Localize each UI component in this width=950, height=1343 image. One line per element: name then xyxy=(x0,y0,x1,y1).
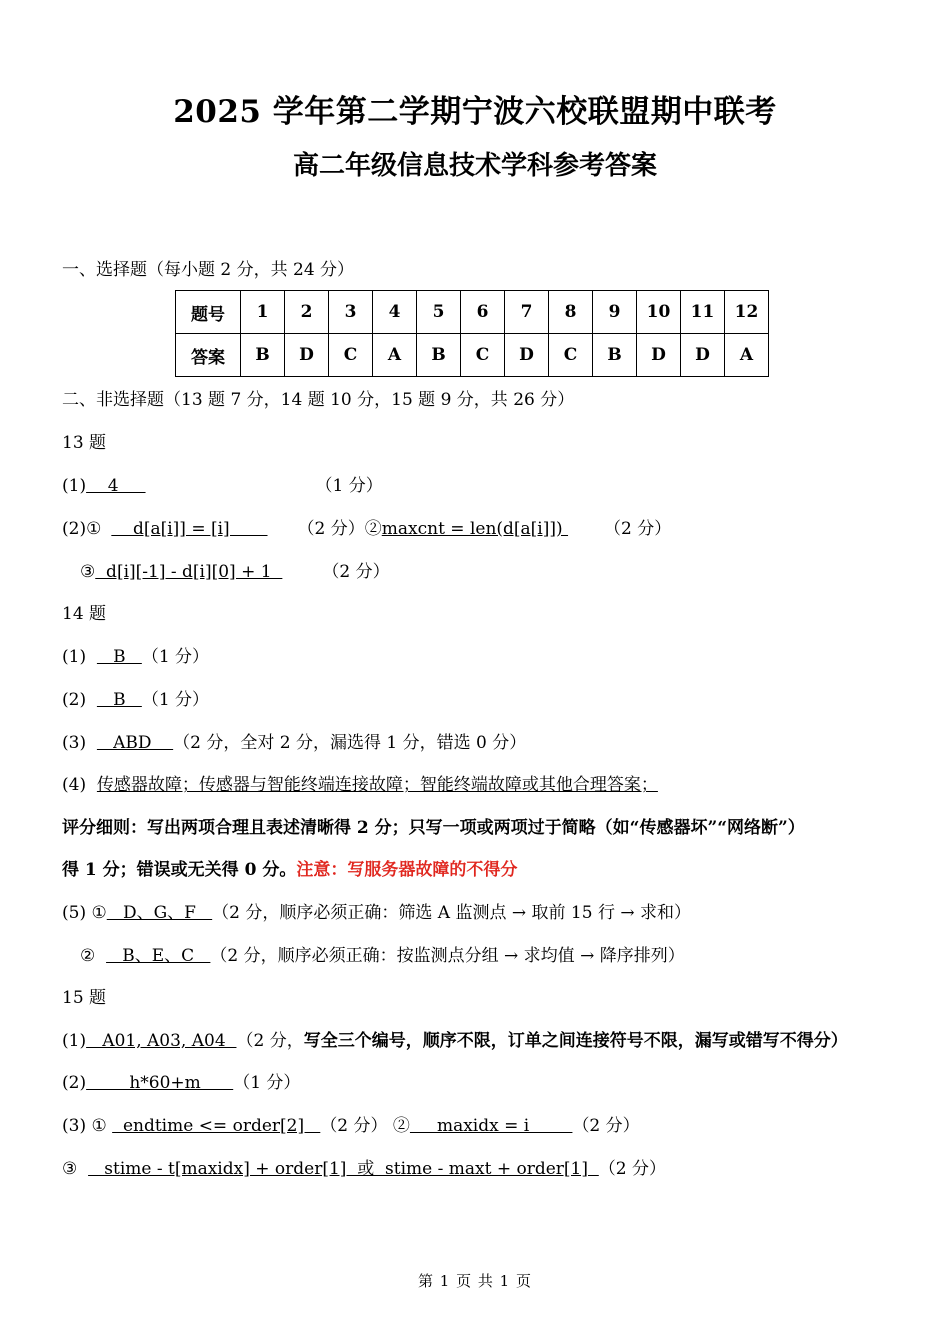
q14-rubric-note: 注意：写服务器故障的不得分 xyxy=(296,860,518,880)
q14-part4 xyxy=(62,773,658,797)
q15-p4-score: （2 分） xyxy=(598,1159,667,1179)
table-header-answer: 答案 xyxy=(176,334,241,377)
q14-p5-label: (5) ① xyxy=(62,903,107,923)
page-subtitle: 高二年级信息技术学科参考答案 xyxy=(292,151,657,181)
table-cell-number: 2 xyxy=(285,291,329,334)
q14-part2 xyxy=(62,688,209,712)
q13-p2-answer-a: d[a[i]] = [i] xyxy=(111,519,268,539)
q15-p4-answer: stime - t[maxidx] + order[1] 或 stime - maxt + order[1] xyxy=(88,1159,599,1179)
q14-rubric-text: 得 1 分；错误或无关得 0 分。 xyxy=(62,860,297,880)
table-cell-number: 1 xyxy=(241,291,285,334)
q15-part4 xyxy=(62,1157,666,1181)
q15-p3-answer-a: endtime <= order[2] xyxy=(112,1116,321,1136)
table-cell-answer: C xyxy=(461,334,505,377)
section-1-heading: 一、选择题（每小题 2 分，共 24 分） xyxy=(62,260,355,280)
table-cell-number: 10 xyxy=(637,291,681,334)
q15-p3-answer-b: maxidx = i xyxy=(409,1116,573,1136)
page-footer: 第 1 页 共 1 页 xyxy=(418,1272,532,1290)
q13-p1-label: (1) xyxy=(62,476,87,496)
q14-p4-answer: 传感器故障；传感器与智能终端连接故障；智能终端故障或其他合理答案； xyxy=(96,775,658,795)
table-cell-number: 7 xyxy=(505,291,549,334)
q13-p3-label: ③ xyxy=(80,562,96,582)
q13-p2-score-a: （2 分）② xyxy=(297,519,382,539)
table-cell-answer: B xyxy=(417,334,461,377)
q13-p1-answer: 4 xyxy=(86,476,146,496)
table-header-number: 题号 xyxy=(176,291,241,334)
q14-p5-score-a: （2 分，顺序必须正确：筛选 A 监测点 → 取前 15 行 → 求和） xyxy=(212,903,692,923)
q14-p1-answer: B xyxy=(96,647,142,667)
q14-p3-answer: ABD xyxy=(96,733,174,753)
q15-p2-score: （1 分） xyxy=(233,1073,301,1093)
table-cell-answer: B xyxy=(241,334,285,377)
q14-p5-label-b: ② xyxy=(80,946,96,966)
table-cell-number: 3 xyxy=(329,291,373,334)
q15-p1-label: (1) xyxy=(62,1031,87,1051)
table-cell-number: 8 xyxy=(549,291,593,334)
q14-heading: 14 题 xyxy=(62,604,107,624)
q14-part5a xyxy=(62,901,691,925)
answer-table xyxy=(175,290,769,377)
q14-p5-answer-b: B、E、C xyxy=(106,946,211,966)
q14-rubric-line2 xyxy=(62,858,517,882)
table-cell-answer: D xyxy=(505,334,549,377)
table-cell-number: 12 xyxy=(725,291,769,334)
q13-p2-label: (2)① xyxy=(62,519,102,539)
q14-part5b xyxy=(80,944,685,968)
table-cell-number: 9 xyxy=(593,291,637,334)
q15-p4-label: ③ xyxy=(62,1159,78,1179)
q15-part3 xyxy=(62,1114,640,1138)
q15-p2-label: (2) xyxy=(62,1073,87,1093)
table-cell-number: 5 xyxy=(417,291,461,334)
q13-p2-score-b: （2 分） xyxy=(604,519,672,539)
q15-p3-label: (3) ① xyxy=(62,1116,107,1136)
table-cell-answer: D xyxy=(681,334,725,377)
table-cell-answer: C xyxy=(549,334,593,377)
q14-part3 xyxy=(62,731,526,755)
q14-p3-score: （2 分，全对 2 分，漏选得 1 分，错选 0 分） xyxy=(173,733,527,753)
q13-part1 xyxy=(62,474,383,498)
q14-p2-answer: B xyxy=(96,690,142,710)
q15-p2-answer: h*60+m xyxy=(86,1073,234,1093)
q13-p1-score: （1 分） xyxy=(315,476,383,496)
table-cell-answer: C xyxy=(329,334,373,377)
q14-p2-score: （1 分） xyxy=(141,690,210,710)
table-cell-number: 4 xyxy=(373,291,417,334)
q14-p1-label: (1) xyxy=(62,647,87,667)
q13-p3-answer: d[i][-1] - d[i][0] + 1 xyxy=(95,562,283,582)
q14-part1 xyxy=(62,645,209,669)
page-title: 2025 学年第二学期宁波六校联盟期中联考 xyxy=(173,94,777,130)
q13-p3-score: （2 分） xyxy=(322,562,390,582)
q15-heading: 15 题 xyxy=(62,988,107,1008)
section-2-heading: 二、非选择题（13 题 7 分，14 题 10 分，15 题 9 分，共 26 分） xyxy=(62,390,575,410)
table-row-numbers xyxy=(176,291,769,334)
table-cell-answer: B xyxy=(593,334,637,377)
q15-p1-score: （2 分， xyxy=(236,1031,304,1051)
table-cell-answer: D xyxy=(285,334,329,377)
table-cell-answer: A xyxy=(373,334,417,377)
q14-p4-label: (4) xyxy=(62,775,87,795)
q14-p5-score-b: （2 分，顺序必须正确：按监测点分组 → 求均值 → 降序排列） xyxy=(210,946,685,966)
q13-part2 xyxy=(62,517,671,541)
q14-rubric-line1: 评分细则：写出两项合理且表述清晰得 2 分；只写一项或两项过于简略（如“传感器坏”“网络断”） xyxy=(62,818,805,838)
q13-p2-answer-b: maxcnt = len(d[a[i]]) xyxy=(381,519,569,539)
q14-p3-label: (3) xyxy=(62,733,87,753)
q13-heading: 13 题 xyxy=(62,433,107,453)
table-cell-number: 6 xyxy=(461,291,505,334)
q14-p5-answer-a: D、G、F xyxy=(106,903,213,923)
table-row-answers xyxy=(176,334,769,377)
q14-p2-label: (2) xyxy=(62,690,87,710)
table-cell-answer: D xyxy=(637,334,681,377)
table-cell-answer: A xyxy=(725,334,769,377)
q15-part1 xyxy=(62,1029,848,1053)
q13-part3 xyxy=(80,560,390,584)
q15-p1-rule: 写全三个编号，顺序不限，订单之间连接符号不限，漏写或错写不得分） xyxy=(303,1031,848,1051)
q15-p1-answer: A01, A03, A04 xyxy=(86,1031,237,1051)
table-cell-number: 11 xyxy=(681,291,725,334)
q15-part2 xyxy=(62,1071,300,1095)
q15-p3-score-a: （2 分） ② xyxy=(320,1116,410,1136)
q14-p1-score: （1 分） xyxy=(141,647,210,667)
q15-p3-score-b: （2 分） xyxy=(572,1116,640,1136)
